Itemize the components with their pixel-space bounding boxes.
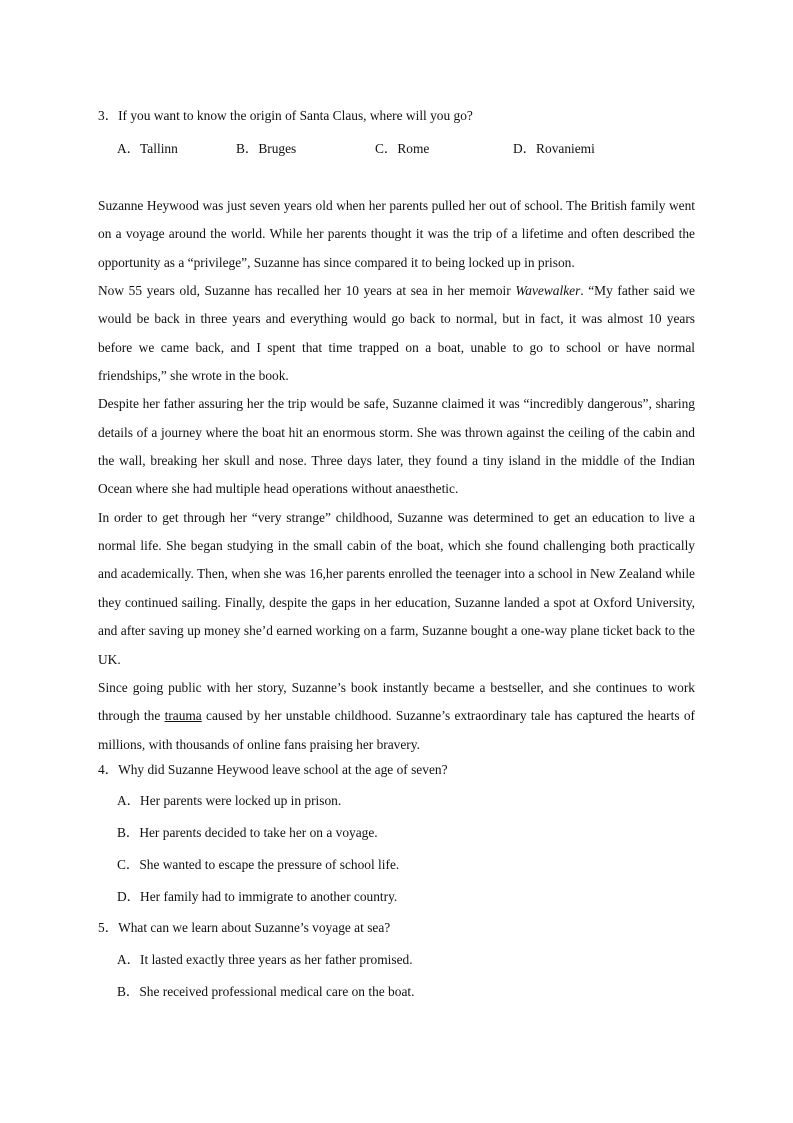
question-3-option-c: C．Rome	[375, 141, 430, 156]
passage-paragraph-5-end: caused by her unstable childhood. Suzanne’s extraordinary tale has captured the hearts of millions, with thousands of online fans praising her bravery.	[98, 708, 695, 752]
reading-passage	[98, 192, 695, 759]
question-5-stem: 5．What can we learn about Suzanne’s voyage at sea?	[98, 920, 391, 935]
question-4-stem: 4．Why did Suzanne Heywood leave school at the age of seven?	[98, 762, 448, 777]
question-4-option-c: C．She wanted to escape the pressure of school life.	[117, 857, 400, 872]
question-3-option-d: D．Rovaniemi	[513, 141, 595, 156]
question-5-option-b: B．She received professional medical care on the boat.	[117, 984, 415, 999]
passage-paragraph-3: Despite her father assuring her the trip would be safe, Suzanne claimed it was “incredibly dangerous”, sharing details of a journey where the boat hit an enormous storm. She was thrown against the ceiling of the cabin and the wall, breaking her skull and nose. Three days later, they found a tiny island in the middle of the Indian Ocean where she had multiple head operations without anaesthetic.	[98, 396, 695, 497]
passage-paragraph-1: Suzanne Heywood was just seven years old when her parents pulled her out of school. The British family went on a voyage around the world. While her parents thought it was the trip of a lifetime and often described the opportunity as a “privilege”, Suzanne has since compared it to being locked up in prison.	[98, 198, 695, 270]
question-3-options	[0, 138, 793, 158]
question-3-option-b: B．Bruges	[236, 141, 297, 156]
question-4-option-a: A．Her parents were locked up in prison.	[117, 793, 342, 808]
passage-paragraph-4: In order to get through her “very strange” childhood, Suzanne was determined to get an education to live a normal life. She began studying in the small cabin of the boat, which she found challenging both practically and academically. Then, when she was 16,her parents enrolled the teenager into a school in New Zealand while they continued sailing. Finally, despite the gaps in her education, Suzanne landed a spot at Oxford University, and after saving up money she’d earned working on a farm, Suzanne bought a one-way plane ticket back to the UK.	[98, 509, 695, 667]
passage-paragraph-5	[98, 674, 695, 759]
question-4-option-d: D．Her family had to immigrate to another country.	[117, 889, 398, 904]
question-5-option-a: A．It lasted exactly three years as her father promised.	[117, 952, 413, 967]
question-4-option-b: B．Her parents decided to take her on a voyage.	[117, 825, 378, 840]
passage-paragraph-2	[98, 277, 695, 390]
passage-paragraph-2-quote: . “My father said we would be back in three years and everything would go back to normal, but in fact, it was almost 10 years before we came back, and I spent that time trapped on a boat, unable to go to school or have normal friendships,” she wrote in the book.	[98, 283, 695, 384]
passage-paragraph-5-text: Since going public with her story, Suzanne’s book instantly became a bestseller, and she continues to work through the	[98, 679, 695, 724]
question-3-option-a: A．Tallinn	[117, 141, 178, 156]
passage-paragraph-2-text: Now 55 years old, Suzanne has recalled her 10 years at sea in her memoir	[98, 283, 516, 299]
underlined-word-trauma: trauma	[164, 708, 202, 724]
question-3-stem: 3．If you want to know the origin of Santa Claus, where will you go?	[98, 108, 473, 123]
memoir-title: Wavewalker	[515, 283, 581, 299]
